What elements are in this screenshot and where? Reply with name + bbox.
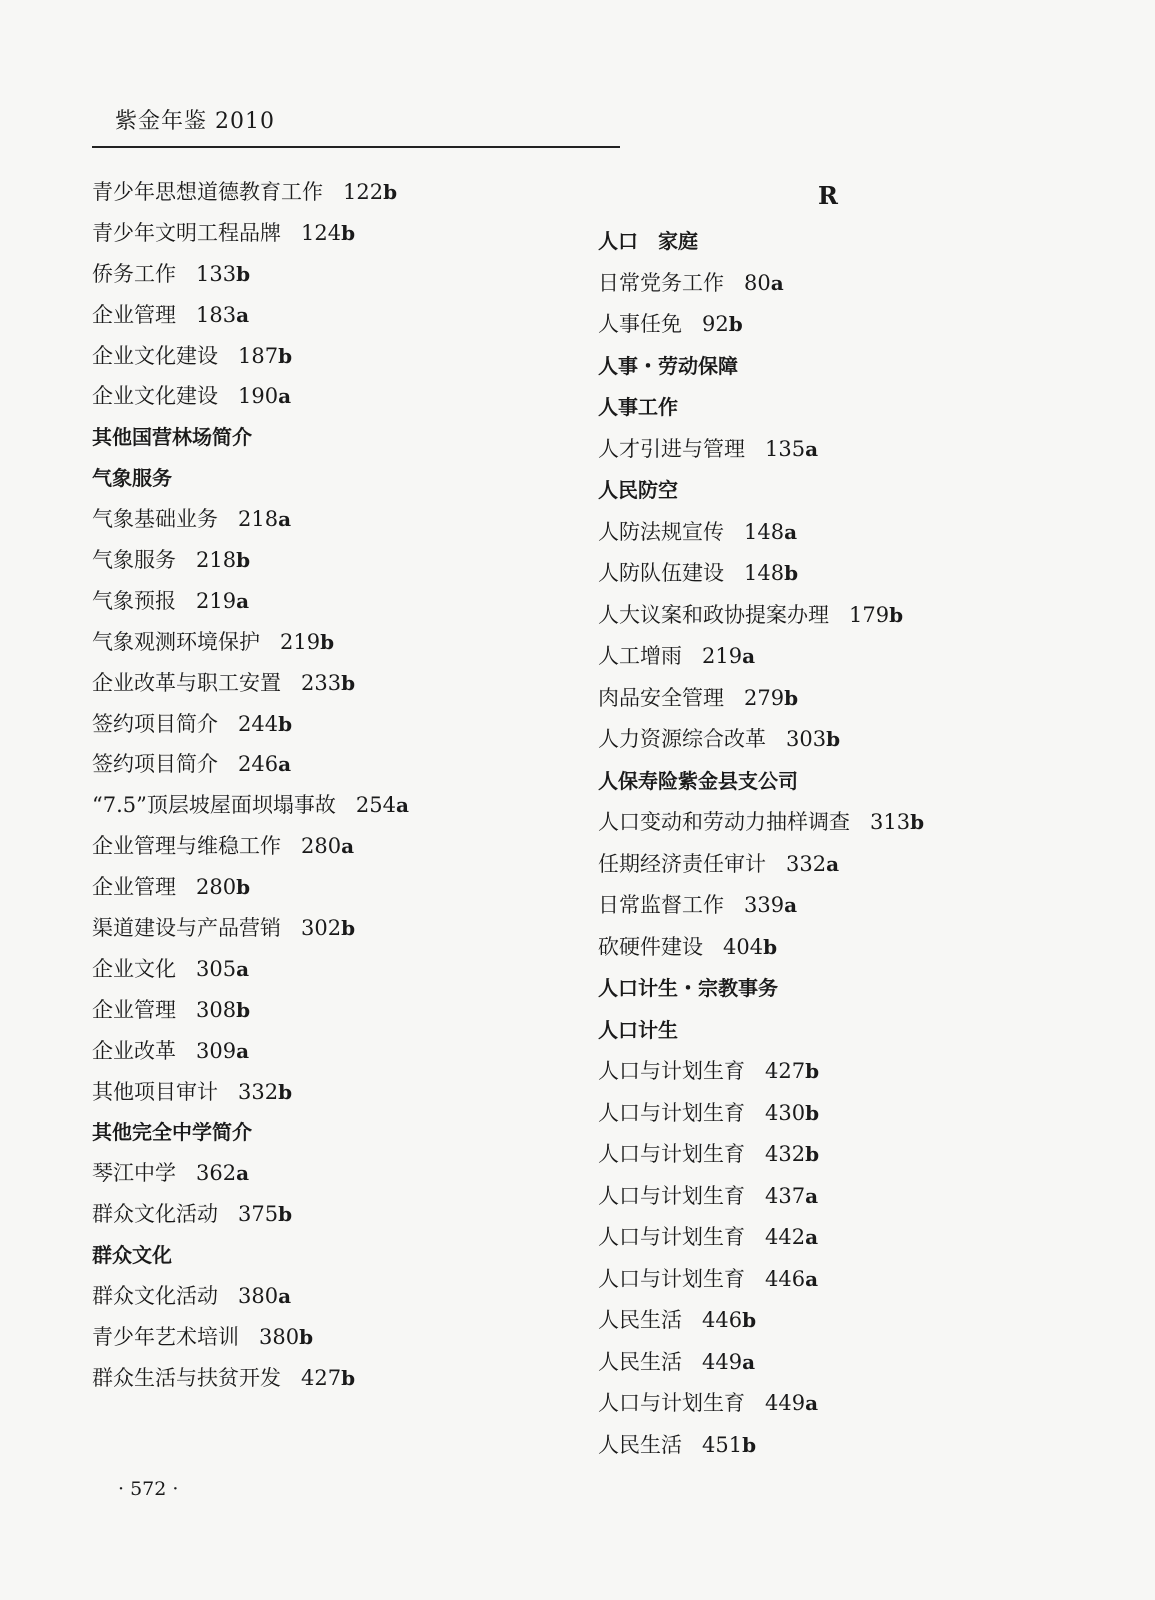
index-entry-page-suffix: b — [826, 727, 841, 751]
index-entry-title: 签约项目简介 — [92, 752, 218, 777]
index-entry-title: 人口与计划生育 — [598, 1391, 745, 1415]
index-entry-page-suffix: a — [236, 956, 250, 981]
index-entry-page: 449 — [765, 1391, 806, 1415]
index-entry-page: 219 — [196, 588, 237, 613]
index-entry-title: 琴江中学 — [92, 1161, 176, 1186]
index-entry-page-suffix: b — [784, 685, 799, 710]
index-entry-page-suffix: b — [805, 1100, 820, 1125]
index-entry-title: 人事任免 — [598, 312, 682, 336]
index-entry-title: 企业文化建设 — [92, 343, 218, 368]
index-entry-page-suffix: a — [742, 1349, 756, 1374]
index-entry-page-suffix: a — [236, 1038, 250, 1063]
index-entry-page-suffix: b — [784, 561, 799, 585]
index-entry-page-suffix: b — [805, 1142, 820, 1166]
index-section-heading: 人保寿险紫金县支公司 — [598, 768, 798, 793]
index-entry-page-suffix: b — [236, 261, 251, 286]
index-entry-title: “7.5”顶层坡屋面坝塌事故 — [92, 793, 336, 818]
index-entry — [598, 636, 1118, 678]
index-entry-page-suffix: a — [395, 793, 409, 818]
index-entry-page: 246 — [238, 752, 279, 777]
index-entry — [598, 1300, 1118, 1342]
index-entry — [598, 802, 1118, 844]
index-entry-page: 218 — [196, 548, 237, 573]
index-entry — [92, 1317, 572, 1358]
index-entry-title: 气象服务 — [92, 548, 176, 573]
index-entry-page-suffix: b — [278, 343, 293, 368]
index-entry-page-suffix: b — [383, 180, 398, 204]
index-entry — [598, 927, 1118, 969]
index-entry-title: 日常党务工作 — [598, 270, 724, 295]
index-entry-page: 80 — [744, 270, 771, 295]
index-entry-page: 437 — [765, 1183, 806, 1208]
page-number: · 572 · — [118, 1478, 179, 1500]
index-entry-title: 侨务工作 — [92, 261, 176, 286]
index-entry — [598, 553, 1118, 595]
index-entry — [598, 595, 1118, 637]
index-entry-title: 肉品安全管理 — [598, 685, 724, 710]
index-entry — [92, 213, 572, 254]
index-entry-page: 446 — [765, 1266, 806, 1291]
index-entry-page-suffix: b — [341, 916, 356, 941]
index-entry-page-suffix: b — [341, 1365, 356, 1390]
index-entry-page-suffix: b — [341, 220, 356, 245]
index-entry-title: 渠道建设与产品营销 — [92, 916, 281, 941]
index-entry-page-suffix: a — [805, 1391, 819, 1415]
index-entry-title: 气象基础业务 — [92, 507, 218, 532]
index-entry — [598, 678, 1118, 720]
index-entry — [598, 1134, 1118, 1176]
index-section-heading: 人口 家庭 — [598, 229, 698, 253]
index-entry-title: 人口与计划生育 — [598, 1225, 745, 1249]
index-entry-page-suffix: b — [278, 1079, 293, 1104]
index-entry-page-suffix: b — [341, 670, 356, 695]
index-entry — [92, 336, 572, 377]
index-entry-page: 313 — [870, 810, 911, 834]
index-entry-page: 309 — [196, 1038, 237, 1063]
index-section-heading: 群众文化 — [92, 1243, 172, 1268]
index-entry — [92, 1194, 572, 1235]
index-entry-title: 人才引进与管理 — [598, 436, 745, 461]
index-entry-title: 企业改革与职工安置 — [92, 670, 281, 695]
index-entry-title: 群众文化活动 — [92, 1284, 218, 1309]
index-entry-page: 432 — [765, 1142, 806, 1166]
index-entry — [598, 1093, 1118, 1135]
index-entry-page: 308 — [196, 997, 237, 1022]
index-entry-page: 190 — [238, 384, 279, 409]
index-entry-page-suffix: b — [236, 997, 251, 1022]
index-entry-page: 380 — [259, 1324, 300, 1349]
index-entry-title: 人口与计划生育 — [598, 1183, 745, 1208]
index-entry — [598, 304, 1118, 346]
index-entry-page: 92 — [702, 312, 729, 336]
index-entry-page: 427 — [301, 1365, 342, 1390]
index-entry — [598, 429, 1118, 471]
index-entry-page: 148 — [744, 519, 785, 544]
index-entry-title: 人口与计划生育 — [598, 1266, 745, 1291]
index-entry-page-suffix: a — [278, 384, 292, 409]
index-entry-title: 人防法规宣传 — [598, 519, 724, 544]
index-section-heading: 人口计生 — [598, 1017, 678, 1042]
index-entry — [92, 826, 572, 867]
index-entry-page: 219 — [702, 644, 743, 668]
index-entry-page-suffix: b — [236, 875, 251, 900]
index-entry-title: 气象预报 — [92, 588, 176, 613]
index-entry-title: 人口变动和劳动力抽样调查 — [598, 810, 850, 834]
index-entry-page: 303 — [786, 727, 827, 751]
index-entry-page: 451 — [702, 1432, 743, 1457]
index-entry — [92, 295, 572, 336]
index-entry-page: 124 — [301, 220, 342, 245]
index-entry-title: 其他项目审计 — [92, 1079, 218, 1104]
index-entry-page-suffix: a — [805, 1266, 819, 1291]
index-entry — [598, 512, 1118, 554]
index-entry-page-suffix: a — [236, 588, 250, 613]
index-entry-page-suffix: b — [236, 548, 251, 573]
index-entry — [598, 1425, 1118, 1467]
index-entry-page: 375 — [238, 1202, 279, 1227]
index-entry — [92, 1276, 572, 1317]
index-section-heading: 人事工作 — [598, 395, 678, 419]
index-entry-page-suffix: a — [826, 851, 840, 876]
index-entry-page-suffix: a — [805, 436, 819, 461]
index-entry-title: 人民生活 — [598, 1432, 682, 1457]
index-entry — [598, 263, 1118, 305]
index-entry-page-suffix: b — [889, 602, 904, 627]
index-entry-page-suffix: a — [805, 1225, 819, 1249]
index-entry — [92, 663, 572, 704]
index-entry-page: 122 — [343, 180, 384, 204]
index-entry-page-suffix: a — [742, 644, 756, 668]
index-entry-title: 人民生活 — [598, 1308, 682, 1332]
index-entry — [92, 1358, 572, 1399]
index-entry-page-suffix: b — [299, 1324, 314, 1349]
index-entry-page: 183 — [196, 302, 237, 327]
index-letter-heading: R — [818, 181, 838, 210]
index-section-heading: 人事・劳动保障 — [598, 353, 738, 378]
index-entry-page: 305 — [196, 956, 237, 981]
index-entry-title: 人口与计划生育 — [598, 1142, 745, 1166]
index-entry — [92, 1072, 572, 1113]
index-entry-page: 449 — [702, 1349, 743, 1374]
index-entry-page-suffix: b — [742, 1308, 757, 1332]
index-entry-page-suffix: a — [236, 1161, 250, 1186]
index-column-left — [92, 172, 572, 1399]
running-header-title: 紫金年鉴 2010 — [115, 109, 275, 134]
index-section-heading: 人民防空 — [598, 478, 678, 502]
index-entry-page: 442 — [765, 1225, 806, 1249]
index-section-heading: 人口计生・宗教事务 — [598, 976, 778, 1000]
index-entry — [92, 581, 572, 622]
index-entry-page-suffix: b — [763, 934, 778, 959]
index-entry-page: 179 — [849, 602, 890, 627]
index-entry — [92, 990, 572, 1031]
index-entry-title: 人口与计划生育 — [598, 1059, 745, 1083]
index-entry-page-suffix: a — [784, 519, 798, 544]
index-entry-title: 企业文化建设 — [92, 384, 218, 409]
index-entry — [92, 172, 572, 213]
index-entry — [598, 1259, 1118, 1301]
index-entry-page: 244 — [238, 711, 279, 736]
index-entry-page-suffix: b — [278, 711, 293, 736]
index-entry-page: 302 — [301, 916, 342, 941]
index-entry-page: 362 — [196, 1161, 237, 1186]
index-entry-page-suffix: a — [278, 1284, 292, 1309]
index-entry — [92, 254, 572, 295]
index-entry-page: 430 — [765, 1100, 806, 1125]
index-entry-title: 任期经济责任审计 — [598, 851, 766, 876]
index-entry-title: 人口与计划生育 — [598, 1100, 745, 1125]
index-entry-page: 254 — [355, 793, 396, 818]
header-rule — [92, 146, 620, 148]
index-entry — [92, 949, 572, 990]
index-entry-title: 企业管理 — [92, 997, 176, 1022]
index-entry-page-suffix: a — [278, 507, 292, 532]
index-entry-page: 332 — [786, 851, 827, 876]
index-entry-page-suffix: a — [236, 302, 250, 327]
index-entry-page-suffix: a — [278, 752, 292, 777]
index-entry-page: 148 — [744, 561, 785, 585]
index-entry-title: 企业管理 — [92, 875, 176, 900]
index-entry-page-suffix: b — [742, 1432, 757, 1457]
index-entry-title: 砍硬件建设 — [598, 934, 703, 959]
index-entry — [598, 885, 1118, 927]
index-entry — [598, 1051, 1118, 1093]
index-entry-title: 人民生活 — [598, 1349, 682, 1374]
index-entry — [92, 622, 572, 663]
index-entry-page-suffix: b — [805, 1059, 820, 1083]
index-entry — [598, 844, 1118, 886]
index-entry-page: 219 — [280, 629, 321, 654]
index-entry — [598, 1383, 1118, 1425]
index-entry — [92, 1153, 572, 1194]
index-entry-title: 群众生活与扶贫开发 — [92, 1365, 281, 1390]
index-entry-page: 446 — [702, 1308, 743, 1332]
index-entry-page-suffix: a — [784, 893, 798, 917]
index-entry-title: 人大议案和政协提案办理 — [598, 602, 829, 627]
index-entry — [92, 540, 572, 581]
index-entry-title: 青少年文明工程品牌 — [92, 220, 281, 245]
index-entry-title: 企业管理与维稳工作 — [92, 834, 281, 859]
index-entry-page-suffix: a — [341, 834, 355, 859]
index-entry — [92, 499, 572, 540]
index-entry-title: 群众文化活动 — [92, 1202, 218, 1227]
index-entry-page: 279 — [744, 685, 785, 710]
index-entry — [92, 376, 572, 417]
index-entry-page: 280 — [196, 875, 237, 900]
index-entry-page-suffix: b — [728, 312, 743, 336]
index-entry — [598, 1342, 1118, 1384]
index-entry — [92, 744, 572, 785]
index-entry-page: 135 — [765, 436, 806, 461]
index-entry-page: 280 — [301, 834, 342, 859]
index-entry — [92, 867, 572, 908]
index-entry-page: 187 — [238, 343, 279, 368]
index-entry — [598, 1217, 1118, 1259]
index-entry-page-suffix: a — [770, 270, 784, 295]
index-entry — [92, 1031, 572, 1072]
index-entry-title: 人工增雨 — [598, 644, 682, 668]
index-entry-title: 日常监督工作 — [598, 893, 724, 917]
index-entry — [92, 704, 572, 745]
index-entry — [598, 719, 1118, 761]
index-entry — [92, 785, 572, 826]
index-entry-page: 427 — [765, 1059, 806, 1083]
index-entry-page-suffix: b — [910, 810, 925, 834]
index-entry-title: 签约项目简介 — [92, 711, 218, 736]
index-section-heading: 其他国营林场简介 — [92, 425, 252, 450]
index-entry-title: 人力资源综合改革 — [598, 727, 766, 751]
index-entry-page: 233 — [301, 670, 342, 695]
index-entry-page-suffix: b — [278, 1202, 293, 1227]
index-entry-page-suffix: b — [320, 629, 335, 654]
index-entry-page: 380 — [238, 1284, 279, 1309]
index-section-heading: 气象服务 — [92, 466, 172, 491]
index-entry-page: 339 — [744, 893, 785, 917]
index-entry-title: 人防队伍建设 — [598, 561, 724, 585]
index-entry-title: 青少年艺术培训 — [92, 1324, 239, 1349]
index-entry-title: 气象观测环境保护 — [92, 629, 260, 654]
index-entry-page: 332 — [238, 1079, 279, 1104]
index-entry-page: 218 — [238, 507, 279, 532]
index-entry-page: 133 — [196, 261, 237, 286]
index-entry — [598, 1176, 1118, 1218]
index-entry-title: 青少年思想道德教育工作 — [92, 180, 323, 204]
index-column-right — [598, 170, 1118, 1466]
index-entry — [92, 908, 572, 949]
index-entry-title: 企业管理 — [92, 302, 176, 327]
index-entry-page-suffix: a — [805, 1183, 819, 1208]
index-entry-title: 企业文化 — [92, 956, 176, 981]
index-entry-page: 404 — [723, 934, 764, 959]
index-entry-title: 企业改革 — [92, 1038, 176, 1063]
index-section-heading: 其他完全中学简介 — [92, 1120, 252, 1145]
